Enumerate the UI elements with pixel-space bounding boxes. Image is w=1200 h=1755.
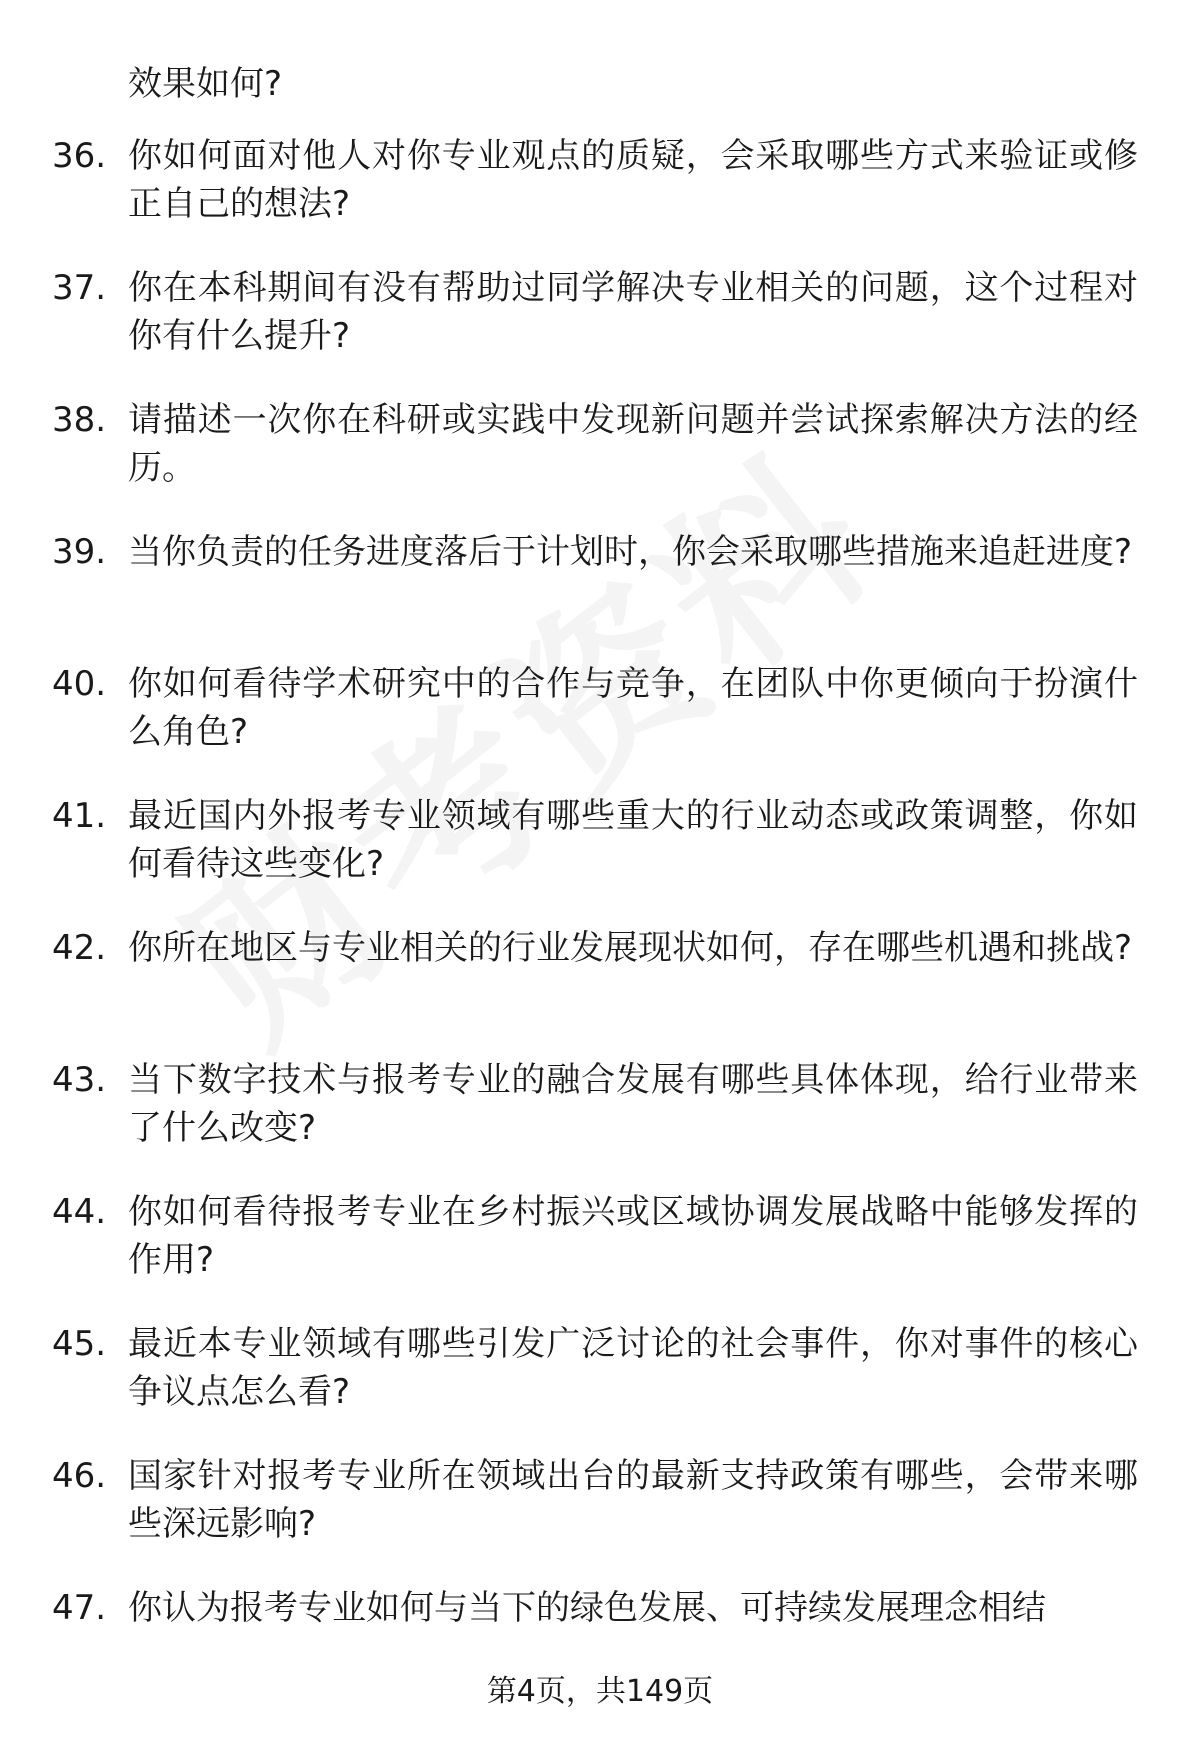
continuation-text: 效果如何? [128, 64, 283, 104]
question-text: 国家针对报考专业所在领域出台的最新支持政策有哪些，会带来哪些深远影响? [128, 1456, 1138, 1544]
question-number: 47. [52, 1588, 107, 1628]
question-text: 最近国内外报考专业领域有哪些重大的行业动态或政策调整，你如何看待这些变化? [128, 796, 1138, 884]
question-text: 最近本专业领域有哪些引发广泛讨论的社会事件，你对事件的核心争议点怎么看? [128, 1324, 1138, 1412]
question-text: 你在本科期间有没有帮助过同学解决专业相关的问题，这个过程对你有什么提升? [128, 268, 1138, 356]
question-number: 43. [52, 1060, 107, 1100]
question-text: 你所在地区与专业相关的行业发展现状如何，存在哪些机遇和挑战? [128, 928, 1133, 968]
question-text: 你如何看待报考专业在乡村振兴或区域协调发展战略中能够发挥的作用? [128, 1192, 1138, 1280]
question-text: 当下数字技术与报考专业的融合发展有哪些具体体现，给行业带来了什么改变? [128, 1060, 1138, 1148]
question-number: 46. [52, 1456, 107, 1496]
question-number: 36. [52, 136, 107, 176]
question-text: 你认为报考专业如何与当下的绿色发展、可持续发展理念相结 [128, 1588, 1046, 1628]
question-text: 当你负责的任务进度落后于计划时，你会采取哪些措施来追赶进度? [128, 532, 1133, 572]
question-number: 45. [52, 1324, 107, 1364]
question-text: 请描述一次你在科研或实践中发现新问题并尝试探索解决方法的经历。 [128, 400, 1138, 488]
question-number: 40. [52, 664, 107, 704]
question-number: 37. [52, 268, 107, 308]
question-number: 44. [52, 1192, 107, 1232]
question-text: 你如何看待学术研究中的合作与竞争，在团队中你更倾向于扮演什么角色? [128, 664, 1138, 752]
question-number: 42. [52, 928, 107, 968]
page-footer: 第4页，共149页 [486, 1674, 714, 1709]
question-number: 38. [52, 400, 107, 440]
question-number: 41. [52, 796, 107, 836]
question-number: 39. [52, 532, 107, 572]
question-text: 你如何面对他人对你专业观点的质疑，会采取哪些方式来验证或修正自己的想法? [128, 136, 1138, 224]
